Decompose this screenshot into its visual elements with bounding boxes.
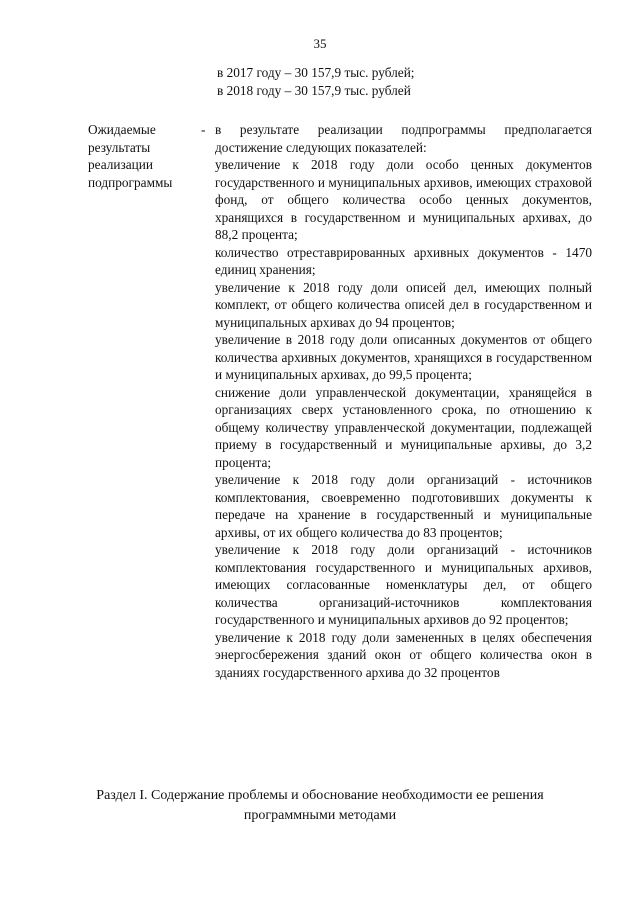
- result-paragraph: увеличение к 2018 году доли организаций - источников комплектования, своевременно подготовивших документы к передаче на хранение в государственный и муниципальные архивы, от их общего количества до 83 процентов;: [215, 472, 592, 540]
- section-heading-line-1: Раздел I. Содержание проблемы и обоснование необходимости ее решения: [96, 788, 544, 803]
- budget-lines: [217, 64, 415, 100]
- result-paragraph-intro: в результате реализации подпрограммы предполагается достижение следующих показателей:: [215, 122, 592, 155]
- label-line: Ожидаемые: [88, 122, 156, 137]
- result-paragraph: увеличение к 2018 году доли описей дел, имеющих полный комплект, от общего количества описей дел в государственном и муниципальных архивах до 94 процентов;: [215, 279, 592, 330]
- section-heading: [40, 786, 600, 826]
- label-line: результаты: [88, 139, 151, 155]
- result-paragraph: увеличение в 2018 году доли описанных документов от общего количества архивных документов, хранящихся в государственном и муниципальных архивах, до 99,5 процента;: [215, 332, 592, 382]
- section-heading-line-2: программными методами: [243, 808, 397, 823]
- label-dash: -: [201, 122, 206, 137]
- result-paragraph: увеличение к 2018 году доли организаций - источников комплектования государственного и муниципальных архивов, имеющих согласованные номенклатуры дел, от общего количества организаций-источников комплектования государственного и муниципальных архивов до 92 процентов;: [215, 542, 592, 627]
- budget-line-2018: в 2018 году – 30 157,9 тыс. рублей: [217, 83, 411, 98]
- result-paragraph: количество отреставрированных архивных документов - 1470 единиц хранения;: [215, 244, 592, 277]
- result-paragraph: снижение доли управленческой документации, хранящейся в организациях сверх установленного срока, по отношению к общему количеству управленческой документации, подлежащей приему в государственный и муниципальные архивы, до 3,2 процента;: [215, 384, 592, 470]
- result-paragraph: увеличение к 2018 году доли особо ценных документов государственного и муниципальных архивов, имеющих страховой фонд, от общего количества особо ценных документов, хранящихся в государственном и муниципальных архивах, до 88,2 процента;: [215, 157, 592, 242]
- label-line: подпрограммы: [88, 174, 173, 190]
- expected-results-label: [88, 121, 188, 191]
- budget-line-2017: в 2017 году – 30 157,9 тыс. рублей;: [217, 65, 415, 80]
- label-line: реализации: [88, 157, 153, 172]
- page-number: 35: [313, 36, 327, 51]
- expected-results-content: [215, 121, 592, 681]
- result-paragraph: увеличение к 2018 году доли замененных в целях обеспечения энергосбережения зданий окон от общего количества окон в зданиях государственного архива до 32 процентов: [215, 629, 592, 680]
